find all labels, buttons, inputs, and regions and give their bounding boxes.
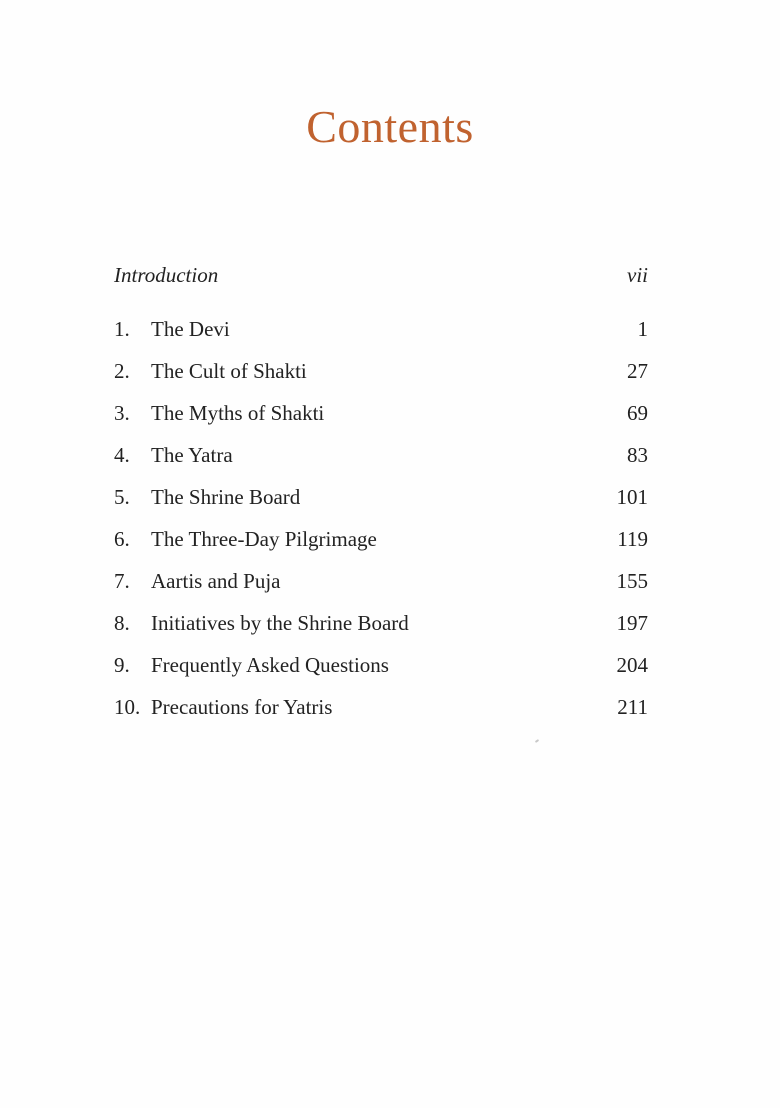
entry-label: Introduction (114, 263, 219, 287)
entry-label-group (114, 392, 324, 434)
entry-label-group (114, 350, 307, 392)
entry-page-number: 119 (617, 527, 648, 551)
entry-page-number: 211 (617, 695, 648, 719)
page-title: Contents (306, 101, 474, 152)
toc-entry-introduction[interactable] (114, 258, 648, 308)
entry-number: 10. (114, 695, 141, 719)
entry-label: The Three-Day Pilgrimage (151, 527, 377, 551)
entry-number: 5. (114, 485, 130, 509)
entry-page-number: 69 (627, 401, 648, 425)
entry-number: 2. (114, 359, 130, 383)
entry-label: Aartis and Puja (151, 569, 281, 593)
table-of-contents (114, 258, 648, 728)
entry-number: 8. (114, 611, 130, 635)
entry-page-number: 1 (637, 317, 648, 341)
paper-speck (535, 739, 539, 743)
toc-entry[interactable] (114, 350, 648, 392)
entry-label: The Yatra (151, 443, 233, 467)
entry-label: Initiatives by the Shrine Board (151, 611, 409, 635)
toc-entry[interactable] (114, 434, 648, 476)
entry-label-group (114, 644, 389, 686)
entry-label: Precautions for Yatris (151, 695, 333, 719)
entry-label: Frequently Asked Questions (151, 653, 389, 677)
entry-page-number: 204 (616, 653, 648, 677)
entry-page-number: 101 (616, 485, 648, 509)
entry-number: 1. (114, 317, 130, 341)
entry-label: The Myths of Shakti (151, 401, 325, 425)
entry-label-group (114, 258, 218, 292)
entry-label: The Cult of Shakti (151, 359, 307, 383)
entry-number: 7. (114, 569, 130, 593)
toc-entry[interactable] (114, 644, 648, 686)
entry-label-group (114, 308, 230, 350)
entry-page-number: vii (627, 263, 648, 287)
toc-entry[interactable] (114, 518, 648, 560)
entry-number: 9. (114, 653, 130, 677)
toc-entry[interactable] (114, 560, 648, 602)
toc-entry[interactable] (114, 476, 648, 518)
toc-entry[interactable] (114, 308, 648, 350)
entry-label-group (114, 476, 300, 518)
entry-page-number: 83 (627, 443, 648, 467)
entry-label-group (114, 686, 332, 728)
entry-label-group (114, 560, 280, 602)
toc-entry[interactable] (114, 602, 648, 644)
entry-label-group (114, 434, 233, 476)
entry-label-group (114, 602, 409, 644)
entry-page-number: 155 (616, 569, 648, 593)
entry-number: 6. (114, 527, 130, 551)
toc-entry[interactable] (114, 392, 648, 434)
entry-label: The Devi (151, 317, 230, 341)
entry-page-number: 27 (627, 359, 648, 383)
entry-number: 4. (114, 443, 130, 467)
entry-page-number: 197 (616, 611, 648, 635)
toc-entry[interactable] (114, 686, 648, 728)
entry-number: 3. (114, 401, 130, 425)
entry-label-group (114, 518, 377, 560)
entry-label: The Shrine Board (151, 485, 301, 509)
